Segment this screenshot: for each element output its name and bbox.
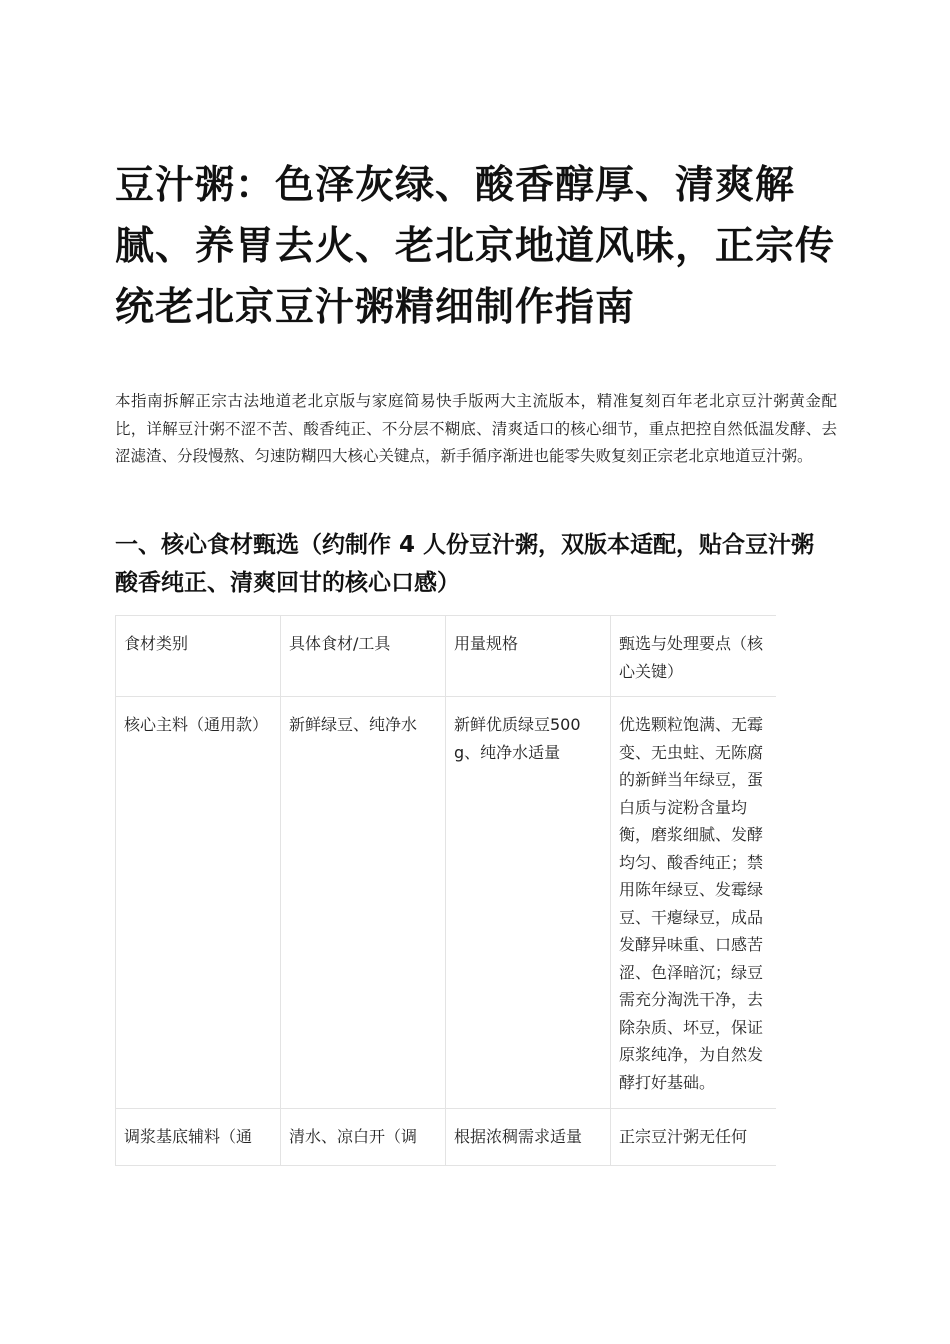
table-cell-category: 核心主料（通用款） bbox=[116, 697, 281, 1109]
ingredients-table-container bbox=[115, 615, 776, 1211]
table-cell-amount: 根据浓稠需求适量 bbox=[446, 1109, 611, 1166]
table-cell-category: 调浆基底辅料（通 bbox=[116, 1109, 281, 1166]
table-cell-notes: 正宗豆汁粥无任何 bbox=[611, 1109, 777, 1166]
table-cell-amount: 新鲜优质绿豆500g、纯净水适量 bbox=[446, 697, 611, 1109]
table-cell-item: 新鲜绿豆、纯净水 bbox=[281, 697, 446, 1109]
ingredients-table bbox=[115, 615, 776, 1166]
intro-paragraph: 本指南拆解正宗古法地道老北京版与家庭简易快手版两大主流版本，精准复刻百年老北京豆汁粥黄金配比，详解豆汁粥不涩不苦、酸香纯正、不分层不糊底、清爽适口的核心细节，重点把控自然低温发酵、去涩滤渣、分段慢熬、匀速防糊四大核心关键点，新手循序渐进也能零失败复刻正宗老北京地道豆汁粥。 bbox=[115, 392, 837, 465]
table-header-cell: 食材类别 bbox=[116, 616, 281, 697]
table-header-cell: 具体食材/工具 bbox=[281, 616, 446, 697]
table-header-cell: 甄选与处理要点（核心关键） bbox=[611, 616, 777, 697]
table-row bbox=[116, 1109, 777, 1166]
table-cell-notes: 优选颗粒饱满、无霉变、无虫蛀、无陈腐的新鲜当年绿豆，蛋白质与淀粉含量均衡，磨浆细腻、发酵均匀、酸香纯正；禁用陈年绿豆、发霉绿豆、干瘪绿豆，成品发酵异味重、口感苦涩、色泽暗沉；绿豆需充分淘洗干净，去除杂质、坏豆，保证原浆纯净，为自然发酵打好基础。 bbox=[611, 697, 777, 1109]
table-cell-item: 清水、凉白开（调 bbox=[281, 1109, 446, 1166]
section-heading-ingredients: 一、核心食材甄选（约制作 4 人份豆汁粥，双版本适配，贴合豆汁粥酸香纯正、清爽回甘的核心口感） bbox=[115, 532, 815, 596]
table-header-cell: 用量规格 bbox=[446, 616, 611, 697]
page-title: 豆汁粥：色泽灰绿、酸香醇厚、清爽解腻、养胃去火、老北京地道风味，正宗传统老北京豆汁粥精细制作指南 bbox=[115, 163, 836, 330]
table-row bbox=[116, 697, 777, 1109]
table-header-row bbox=[116, 616, 777, 697]
